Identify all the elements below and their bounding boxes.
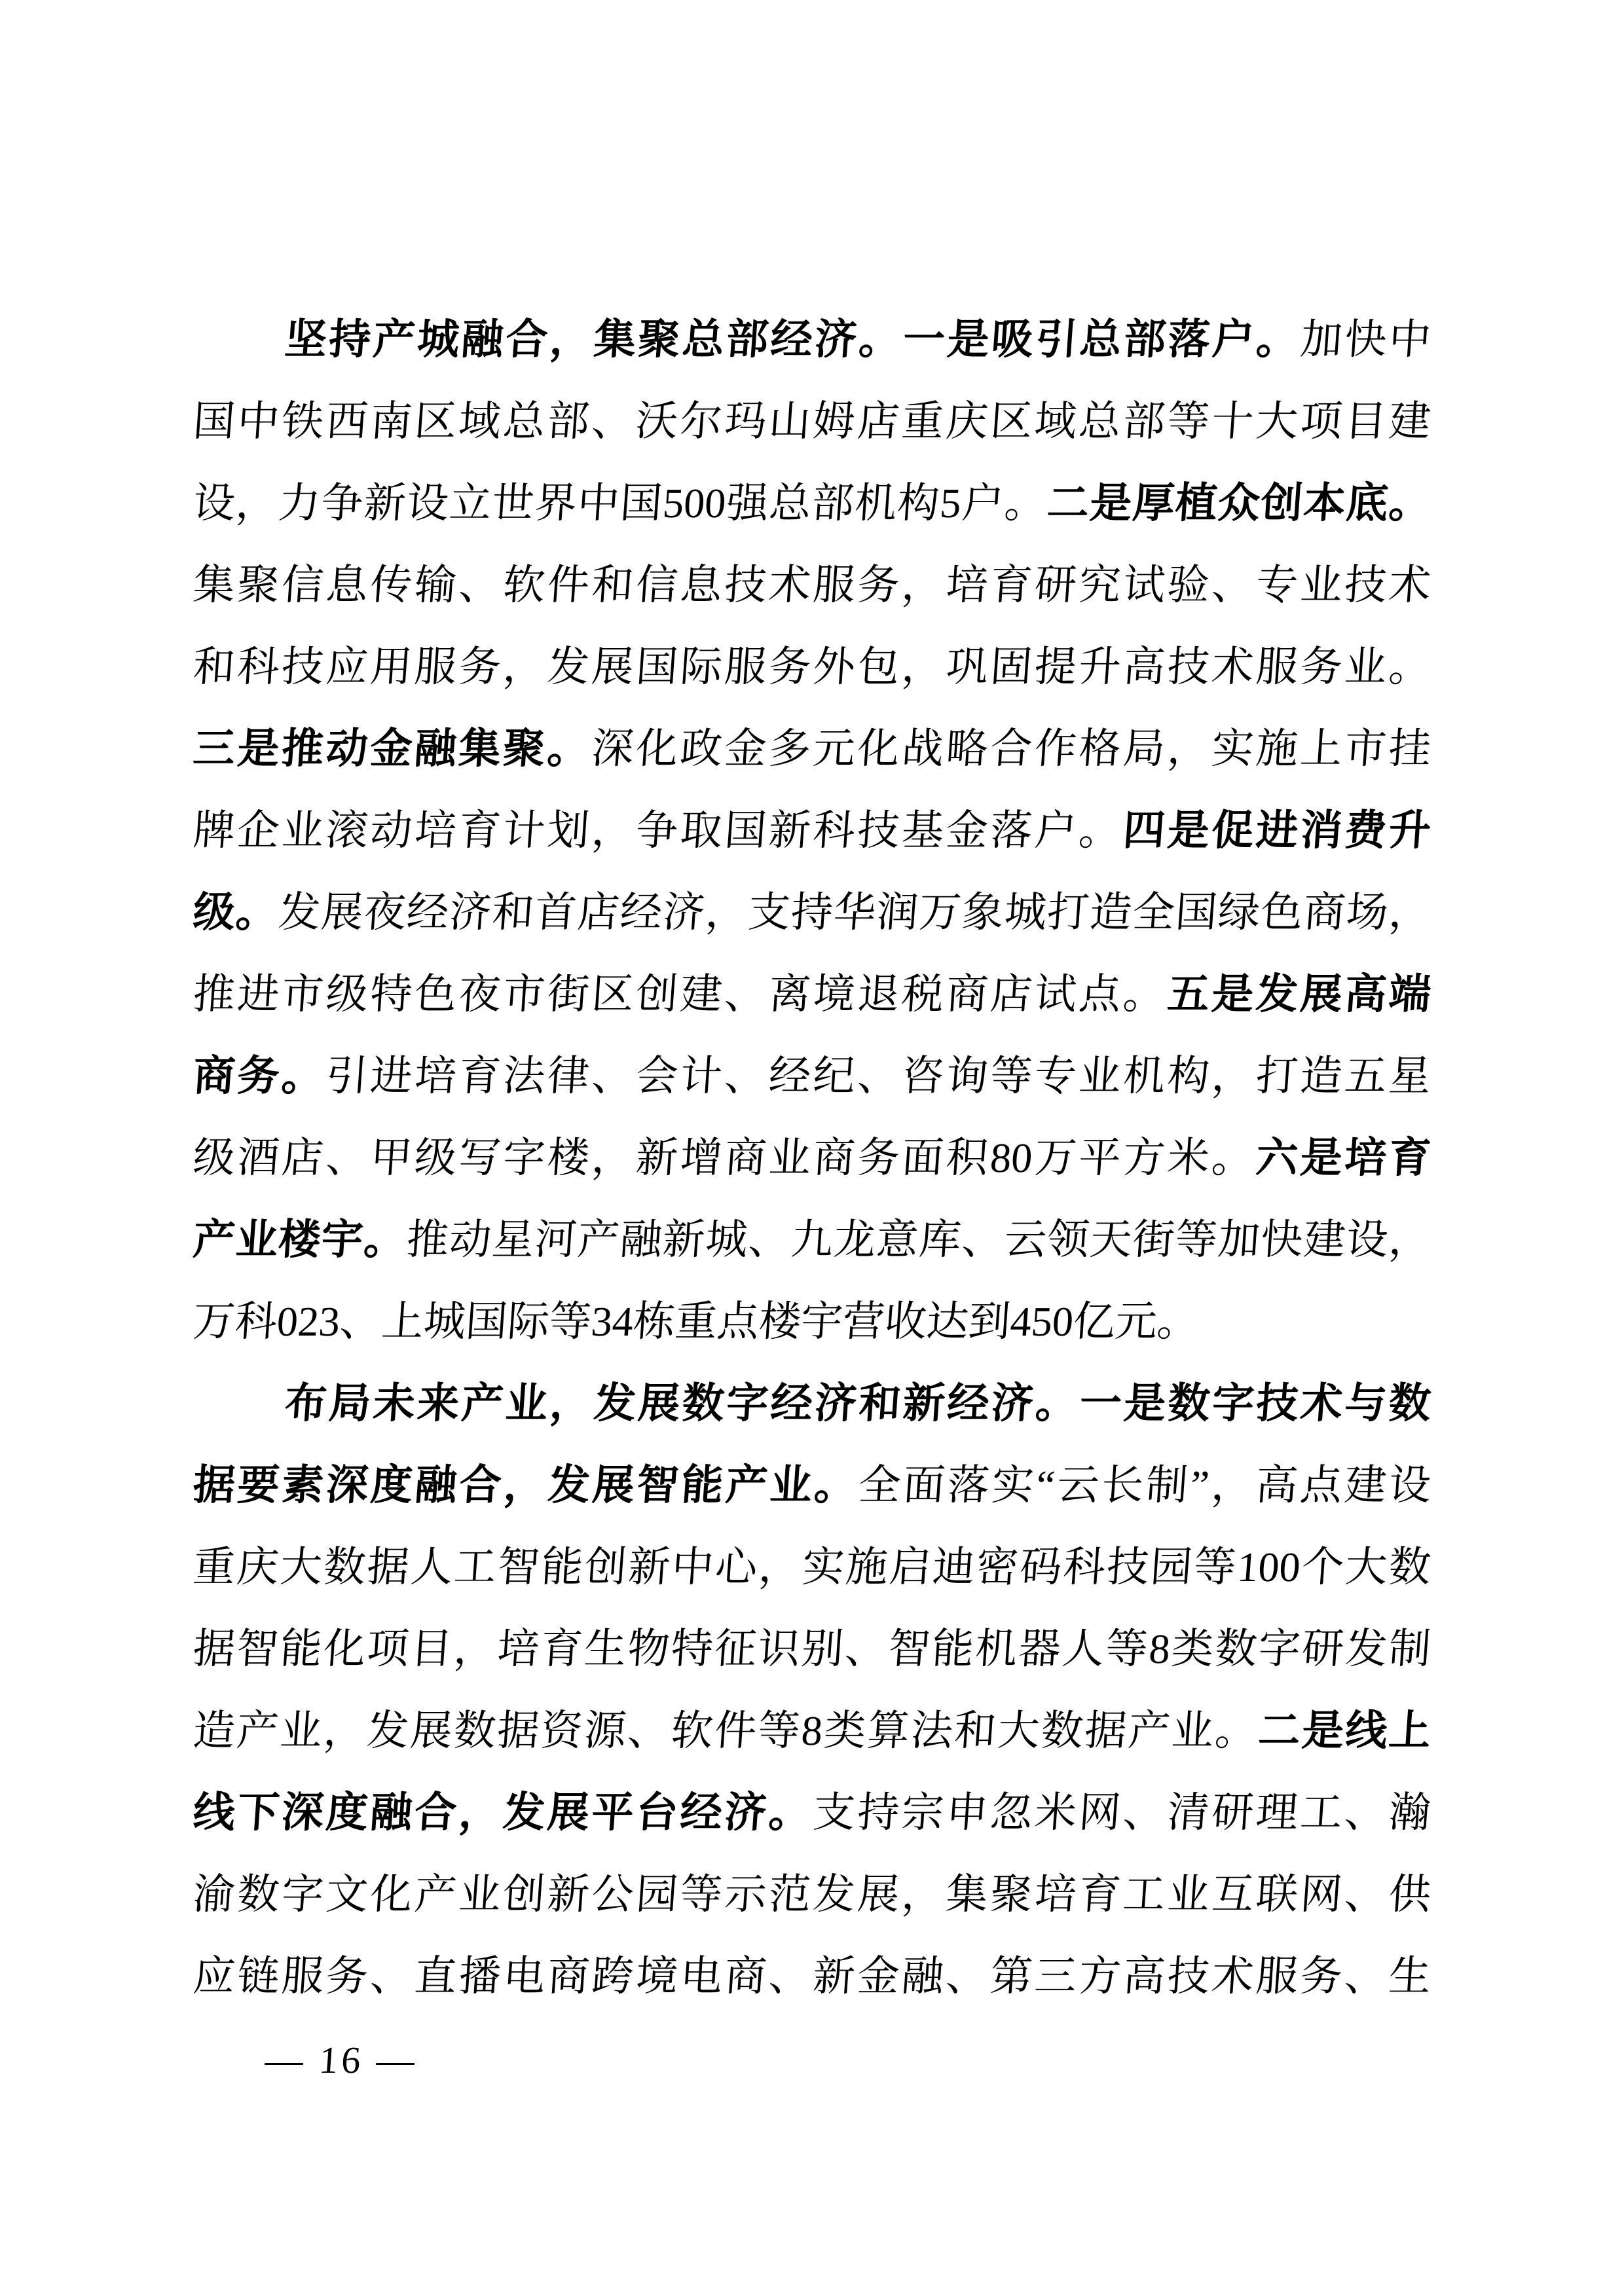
text-run: 国中铁西南区域总部、沃尔玛山姆店重庆区域总部等十大项目建 <box>191 398 1433 445</box>
text-line <box>191 1772 1434 1853</box>
text-run-bold: 级。 <box>191 889 280 936</box>
text-run: 推动星河产融新城、九龙意库、云领天街等加快建设， <box>405 1216 1433 1263</box>
text-run: 重庆大数据人工智能创新中心，实施启迪密码科技园等100个大数 <box>191 1544 1433 1590</box>
text-run-bold: 二是线上 <box>1257 1707 1433 1754</box>
text-run: 造产业，发展数据资源、软件等8类算法和大数据产业。 <box>191 1707 1261 1754</box>
text-line <box>191 1935 1434 2017</box>
text-line <box>191 1035 1434 1117</box>
text-line <box>191 1444 1434 1526</box>
text-run-bold: 据要素深度融合，发展智能产业。 <box>191 1462 860 1508</box>
text-line <box>191 790 1434 871</box>
text-run-bold: 三是推动金融集聚。 <box>191 725 594 772</box>
text-line <box>191 1362 1434 1444</box>
text-run: 加快中 <box>1299 316 1433 363</box>
text-line <box>191 626 1434 708</box>
text-run: 设，力争新设立世界中国500强总部机构5户。 <box>191 480 1049 526</box>
text-run-bold: 五是发展高端 <box>1166 971 1433 1017</box>
text-line <box>191 1281 1434 1362</box>
text-line <box>191 1853 1434 1935</box>
text-run: 深化政金多元化战略合作格局，实施上市挂 <box>590 725 1433 772</box>
text-line <box>191 953 1434 1035</box>
text-run: 级酒店、甲级写字楼，新增商业商务面积80万平方米。 <box>191 1135 1258 1181</box>
text-line <box>191 1117 1434 1199</box>
text-line <box>191 1199 1434 1281</box>
text-run-bold: 产业楼宇。 <box>191 1216 409 1263</box>
text-run: 推进市级特色夜市街区创建、离境退税商店试点。 <box>191 971 1170 1017</box>
text-line <box>191 544 1434 626</box>
text-run-bold: 布局未来产业，发展数字经济和新经济。一是数字技术与数 <box>283 1380 1433 1427</box>
text-line <box>191 1608 1434 1690</box>
text-run: 渝数字文化产业创新公园等示范发展，集聚培育工业互联网、供 <box>191 1871 1433 1918</box>
text-line <box>191 462 1434 544</box>
text-run-bold: 六是培育 <box>1254 1135 1433 1181</box>
text-run: 引进培育法律、会计、经纪、咨询等专业机构，打造五星 <box>324 1053 1433 1099</box>
text-line <box>191 299 1434 380</box>
text-run-bold: 坚持产城融合，集聚总部经济。一是吸引总部落户。 <box>283 316 1302 363</box>
text-run: 集聚信息传输、软件和信息技术服务，培育研究试验、专业技术 <box>191 562 1433 608</box>
text-line <box>191 871 1434 953</box>
text-run: 万科023、上城国际等34栋重点楼宇营收达到450亿元。 <box>191 1298 1201 1345</box>
document-body <box>193 299 1431 2017</box>
text-line <box>191 708 1434 790</box>
text-run: 发展夜经济和首店经济，支持华润万象城打造全国绿色商场， <box>276 889 1433 936</box>
text-run: 和科技应用服务，发展国际服务外包，巩固提升高技术服务业。 <box>191 644 1433 690</box>
page-number: — 16 — <box>263 2039 420 2081</box>
text-run-bold: 二是厚植众创本底。 <box>1045 480 1433 526</box>
text-line <box>191 380 1434 462</box>
text-run: 应链服务、直播电商跨境电商、新金融、第三方高技术服务、生 <box>191 1953 1433 1999</box>
text-run-bold: 四是促进消费升 <box>1121 807 1433 854</box>
text-line <box>191 1526 1434 1608</box>
text-line <box>191 1690 1434 1772</box>
text-run: 全面落实“云长制”，高点建设 <box>857 1462 1433 1508</box>
text-run-bold: 商务。 <box>191 1053 328 1099</box>
text-run-bold: 线下深度融合，发展平台经济。 <box>191 1789 815 1836</box>
text-run: 牌企业滚动培育计划，争取国新科技基金落户。 <box>191 807 1125 854</box>
text-run: 据智能化项目，培育生物特征识别、智能机器人等8类数字研发制 <box>191 1626 1433 1672</box>
text-run: 支持宗申忽米网、清研理工、瀚 <box>811 1789 1433 1836</box>
